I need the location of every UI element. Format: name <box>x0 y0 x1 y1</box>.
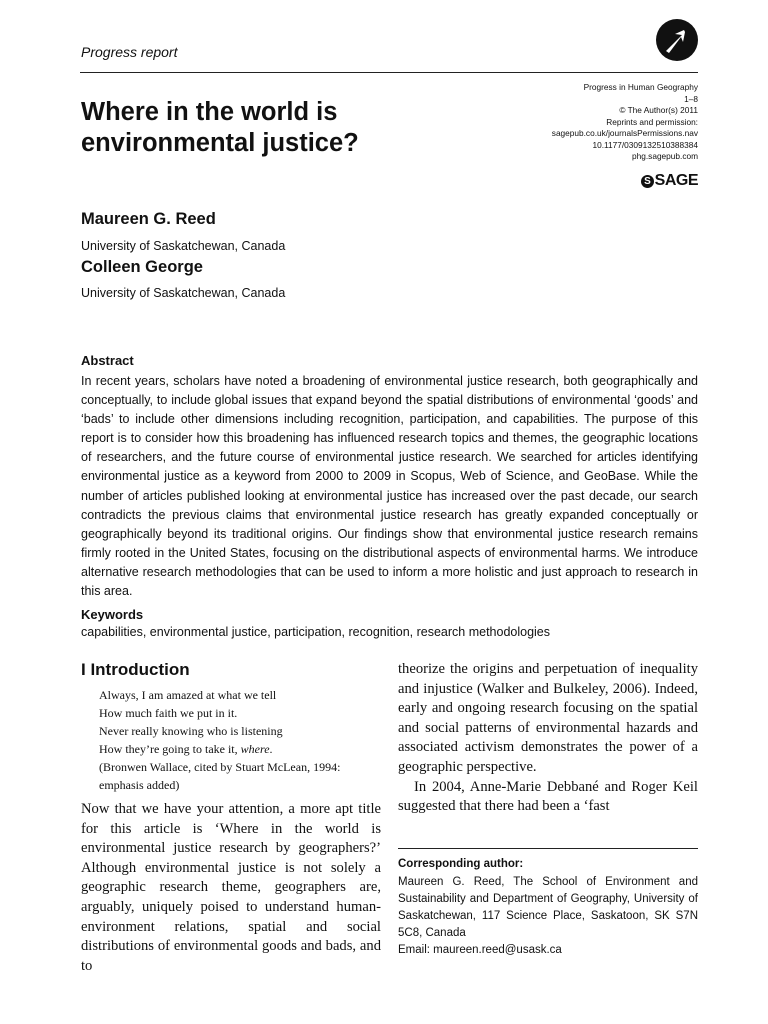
abstract-heading: Abstract <box>81 353 134 368</box>
author-affiliation: University of Saskatchewan, Canada <box>81 286 286 300</box>
epigraph-emphasis: where <box>240 742 270 756</box>
epigraph-text: How they’re going to take it, <box>99 742 241 756</box>
corresponding-author-heading: Corresponding author: <box>398 858 524 870</box>
epigraph-text: . <box>269 742 273 756</box>
epigraph-line: Always, I am amazed at what we tell <box>99 688 277 702</box>
intro-paragraph: In 2004, Anne-Marie Debbané and Roger Keil suggested that there had been a ‘fast <box>398 778 698 815</box>
corresponding-author-block <box>398 874 698 959</box>
epigraph-citation: (Bronwen Wallace, cited by Stuart McLean, 1994: <box>99 760 341 774</box>
author-name: Maureen G. Reed <box>81 210 216 228</box>
intro-paragraph-left: Now that we have your attention, a more apt title for this article is ‘Where in the world is environmental justice research by geographers?’ Although environmental justice is not solely a geographic research theme, geographers are, arguably, uniquely poised to understand human-environment relations, spatial and social distributions of environmental goods and bads, and to <box>81 801 381 974</box>
journal-url[interactable]: phg.sagepub.com <box>632 151 698 161</box>
abstract-text: In recent years, scholars have noted a broadening of environmental justice research, both geographically and conceptually, to include global issues that expand beyond the spatial distributions of environmental ‘goods’ and ‘bads’ to include other dimensions including recognition, participation, and capabilities. The purpose of this report is to consider how this broadening has influenced research topics and themes, the geographic locations of researchers, and the future course of environmental justice research. We searched for articles identifying environmental justice as a keyword from 2000 to 2009 in Scopus, Web of Science, and GeoBase. While the number of articles published looking at environmental justice has increased over the past decade, our search contradicts the previous claims that environmental justice research has greatly expanded conceptually or geographically beyond its traditional origins. Our findings show that environmental justice research remains firmly rooted in the United States, focusing on the distributional aspects of environmental harms. We introduce alternative research methodologies that can be used to inform a more holistic and just approach to research in this area. <box>81 374 698 599</box>
journal-name: Progress in Human Geography <box>583 82 698 92</box>
introduction-heading: I Introduction <box>81 660 190 679</box>
epigraph-line: Never really knowing who is listening <box>99 724 283 738</box>
keywords-text: capabilities, environmental justice, participation, recognition, research methodologies <box>81 625 551 639</box>
article-title: Where in the world is environmental justice? <box>81 98 359 157</box>
sage-logo <box>641 172 698 190</box>
header-rule <box>80 72 698 73</box>
epigraph <box>99 686 389 794</box>
sage-s-icon: S <box>641 175 654 188</box>
epigraph-citation: emphasis added) <box>99 778 180 792</box>
copyright: © The Author(s) 2011 <box>619 105 698 115</box>
epigraph-line <box>99 740 389 758</box>
page-range: 1–8 <box>684 93 698 104</box>
author-affiliation: University of Saskatchewan, Canada <box>81 239 286 253</box>
section-label: Progress report <box>81 44 178 60</box>
intro-paragraph: theorize the origins and perpetuation of inequality and injustice (Walker and Bulkeley, 2006). Indeed, early and ongoing research focusing on the spatial and social patterns of environmental hazards and associated activism demonstrates the power of a geographic perspective. <box>398 661 698 775</box>
intro-right-column <box>398 660 698 817</box>
journal-info <box>458 82 698 163</box>
sage-logo-text: SAGE <box>654 172 698 189</box>
epigraph-line: How much faith we put in it. <box>99 706 238 720</box>
footnote-rule <box>398 848 698 849</box>
author-name: Colleen George <box>81 258 203 276</box>
doi[interactable]: 10.1177/0309132510388384 <box>592 139 698 150</box>
keywords-heading: Keywords <box>81 607 144 622</box>
reprints-label: Reprints and permission: <box>606 116 698 127</box>
permissions-link[interactable]: sagepub.co.uk/journalsPermissions.nav <box>551 128 698 138</box>
corresponding-author-email[interactable]: Email: maureen.reed@usask.ca <box>398 944 562 956</box>
corresponding-author-address: Maureen G. Reed, The School of Environment and Sustainability and Department of Geography, University of Saskatchewan, 117 Science Place, Saskatoon, SK S7N 5C8, Canada <box>398 876 698 939</box>
arrow-circle-icon <box>655 18 699 62</box>
